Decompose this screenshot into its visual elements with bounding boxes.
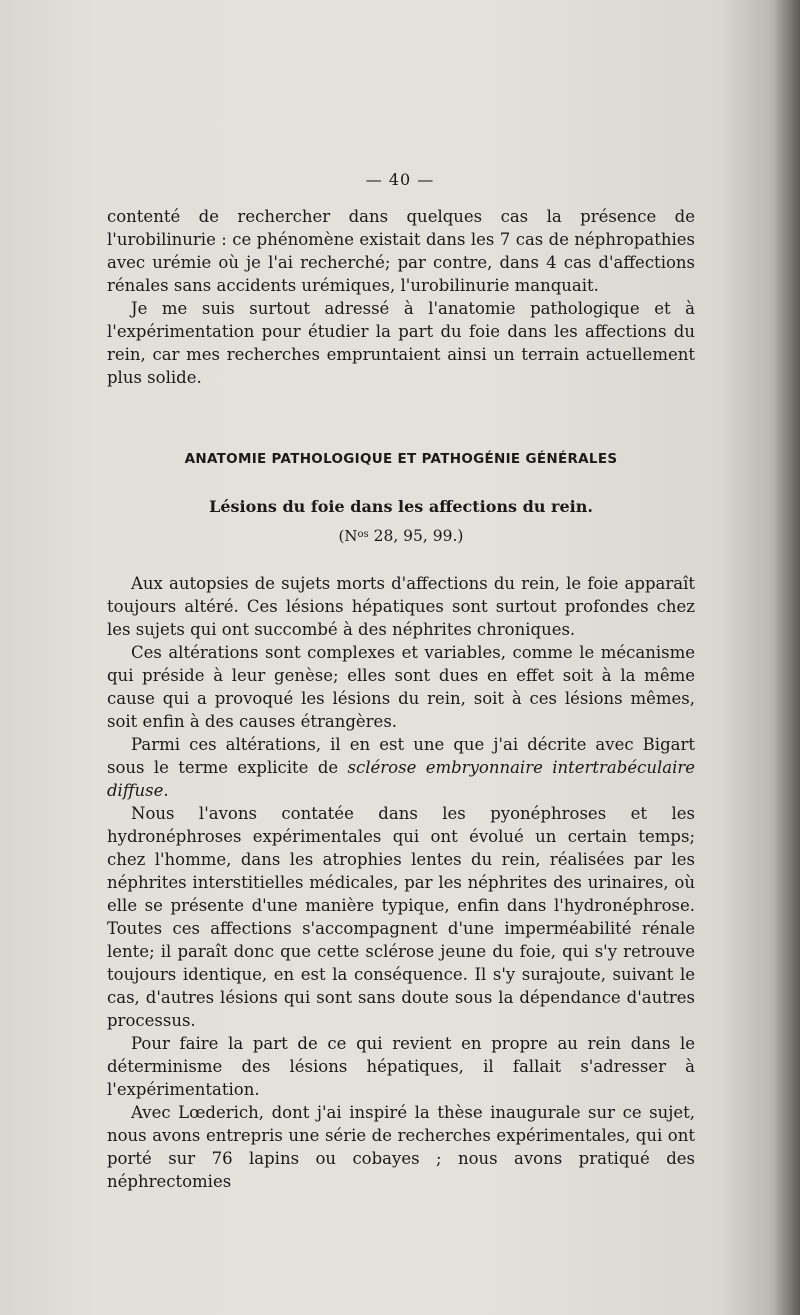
opening-paragraph-1: contenté de rechercher dans quelques cas la présence de l'urobilinurie : ce phénomène existait dans les 7 cas de néphropathies avec urémie où je l'ai recherché; par contre, dans 4 cas d'affections rénales sans accidents urémiques, l'urobilinurie manquait. xyxy=(107,207,695,295)
reference-list: 28, 95, 99.) xyxy=(368,527,464,545)
body-paragraph-3-text: Parmi ces altérations, il en est une que j'ai décrite avec Bigart sous le terme explicite de xyxy=(107,735,695,777)
body-paragraph-5: Pour faire la part de ce qui revient en propre au rein dans le déterminisme des lésions hépatiques, il fallait s'adresser à l'expérimentation. xyxy=(107,1034,695,1099)
opening-paragraph-2: Je me suis surtout adressé à l'anatomie pathologique et à l'expérimentation pour étudier la part du foie dans les affections du rein, car mes recherches empruntaient ainsi un terrain actuellement plus solide. xyxy=(107,299,695,387)
page-number: — 40 — xyxy=(365,170,435,189)
page-edge-shadow xyxy=(774,0,800,1315)
body-paragraph-1: Aux autopsies de sujets morts d'affections du rein, le foie apparaît toujours altéré. Ces lésions hépatiques sont surtout profondes chez les sujets qui ont succombé à des néphrites chroniques. xyxy=(107,574,695,639)
body-paragraph-4: Nous l'avons contatée dans les pyonéphroses et les hydronéphroses expérimentales qui ont évolué un certain temps; chez l'homme, dans les atrophies lentes du rein, réalisées par les néphrites interstitielles médicales, par les néphrites des urinaires, où elle se présente d'une manière typique, enfin dans l'hydronéphrose. Toutes ces affections s'accompagnent d'une imperméabilité rénale lente; il paraît donc que cette sclérose jeune du foie, qui s'y retrouve toujours identique, en est la conséquence. Il s'y surajoute, suivant le cas, d'autres lésions qui sont sans doute sous la dépendance d'autres processus. xyxy=(107,804,695,1030)
section-heading: ANATOMIE PATHOLOGIQUE ET PATHOGÉNIE GÉNÉRALES xyxy=(184,451,618,467)
body-paragraph-2: Ces altérations sont complexes et variables, comme le mécanisme qui préside à leur genèse; elles sont dues en effet soit à la même cause qui a provoqué les lésions du rein, soit à ces lésions mêmes, soit enfin à des causes étrangères. xyxy=(107,643,695,731)
body-paragraph-3-end: . xyxy=(163,781,169,800)
reference-numbers xyxy=(107,527,695,545)
subheading: Lésions du foie dans les affections du rein. xyxy=(209,497,593,516)
body-paragraph-6: Avec Lœderich, dont j'ai inspiré la thèse inaugurale sur ce sujet, nous avons entrepris une série de recherches expérimentales, qui ont porté sur 76 lapins ou cobayes ; nous avons pratiqué des néphrectomies xyxy=(107,1103,695,1191)
body-paragraph-3-term: sclérose embryonnaire intertrabéculaire diffuse xyxy=(107,758,695,800)
reference-prefix: (N xyxy=(338,527,358,545)
opening-text xyxy=(107,205,695,389)
body-paragraph-3 xyxy=(107,733,695,802)
reference-superscript: os xyxy=(357,529,369,540)
main-text xyxy=(107,572,695,1193)
